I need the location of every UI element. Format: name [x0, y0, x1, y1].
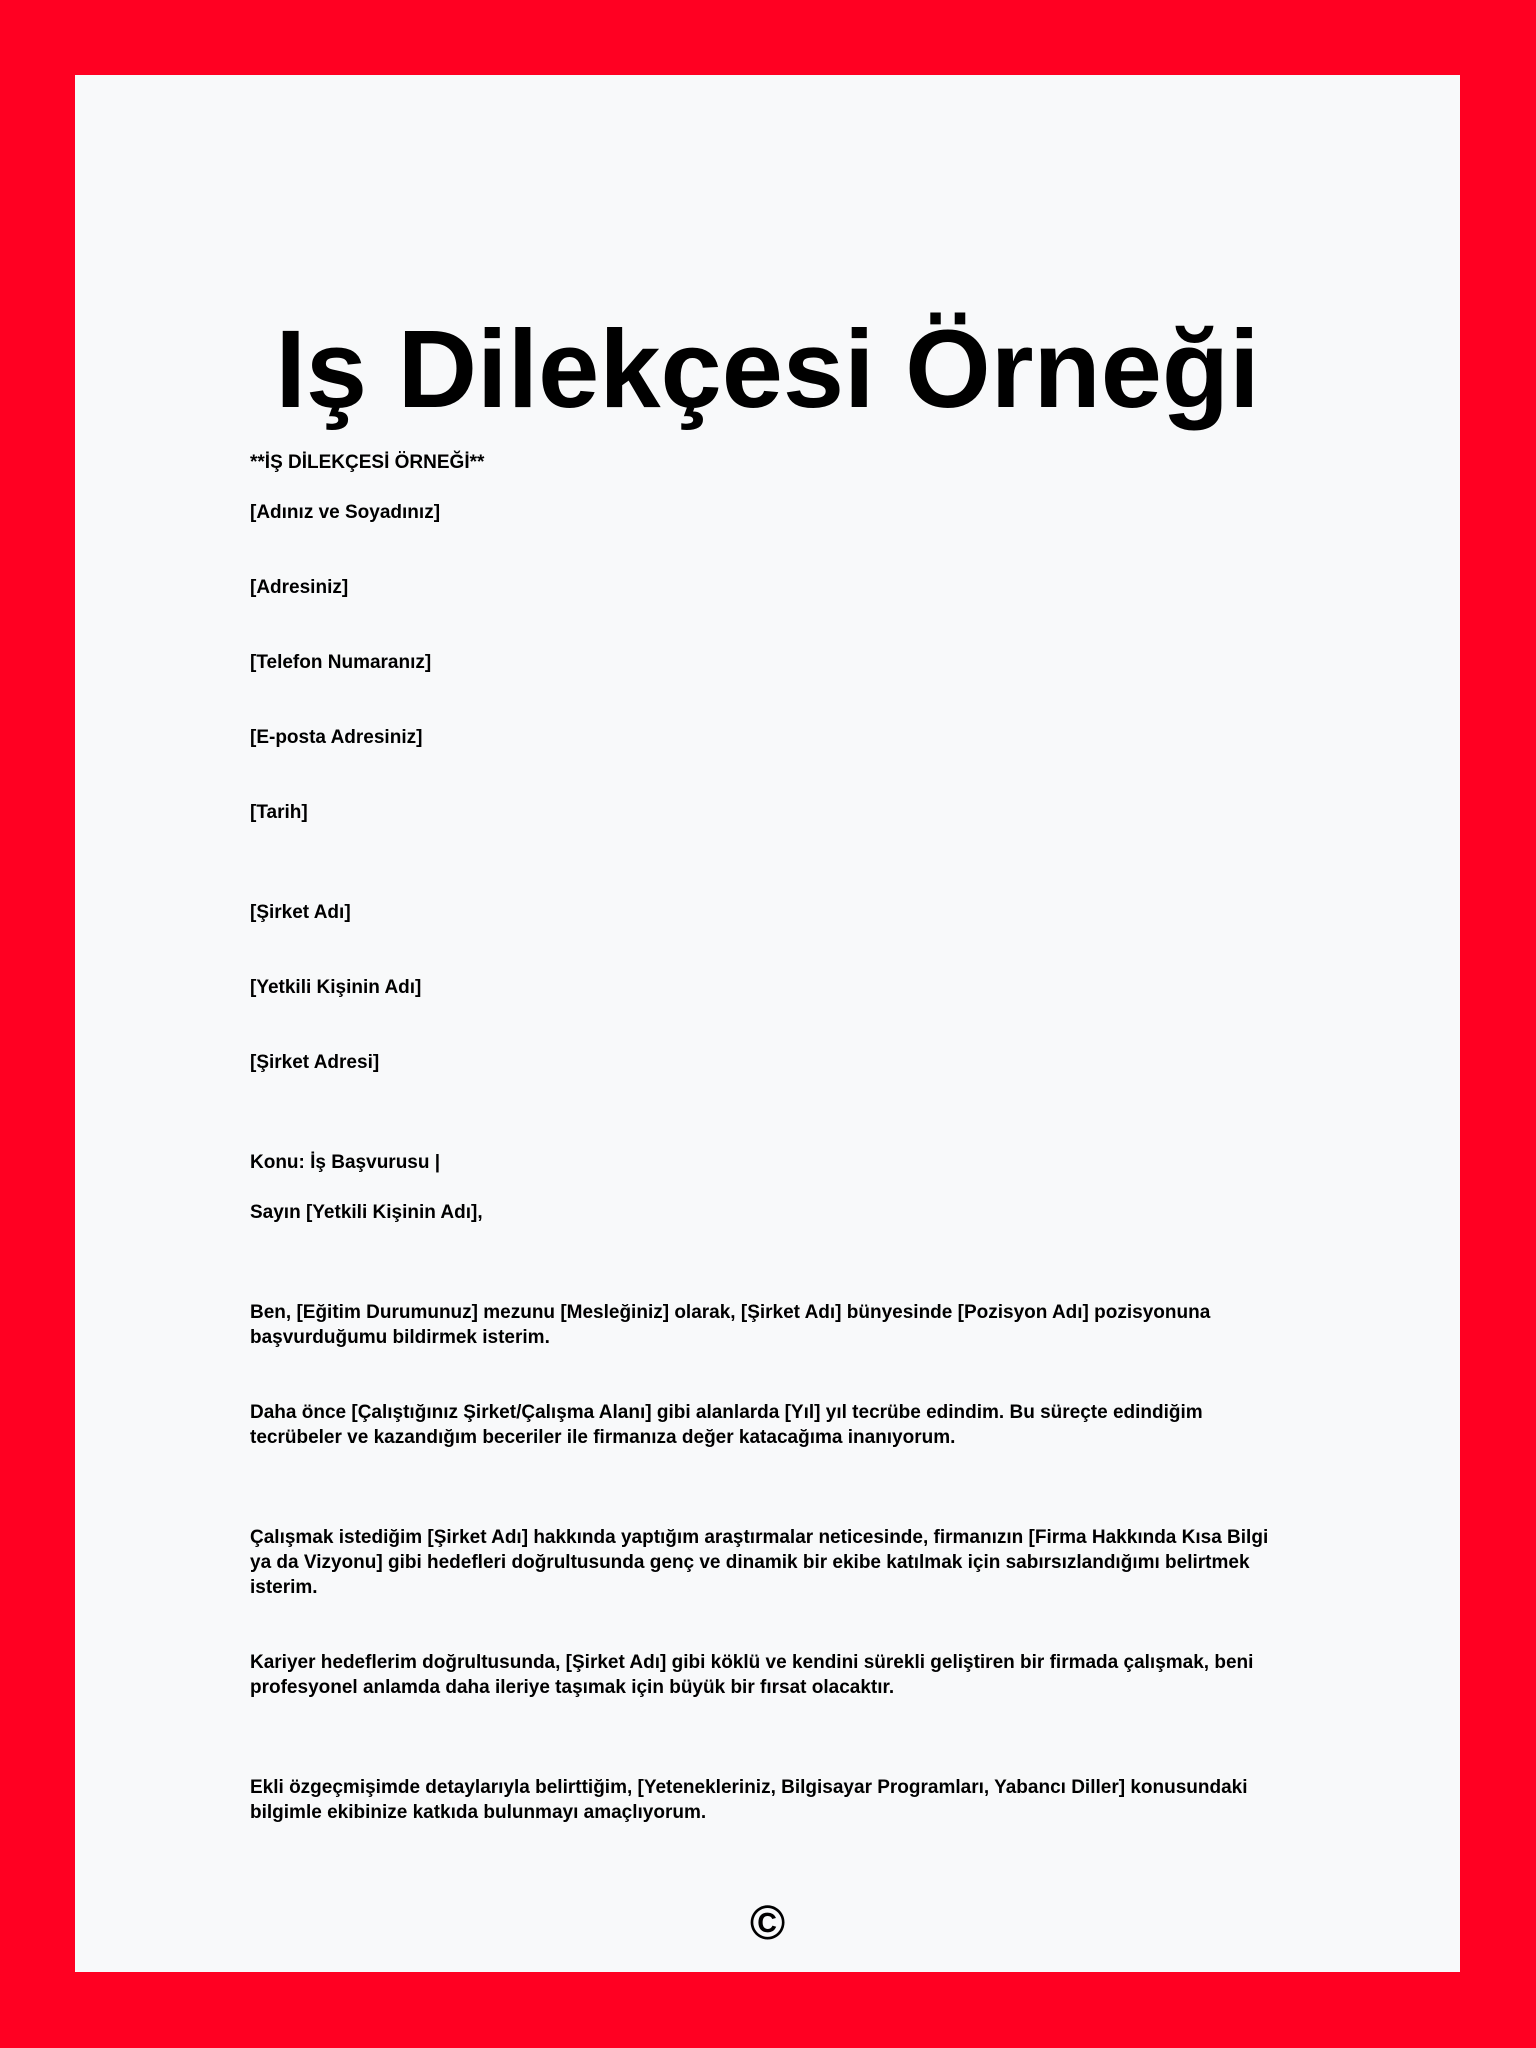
letter-salutation: Sayın [Yetkili Kişinin Adı],	[250, 1202, 483, 1223]
sender-address: [Adresiniz]	[250, 577, 349, 598]
letter-subject: Konu: İş Başvurusu |	[250, 1152, 441, 1173]
document-page	[75, 75, 1460, 1972]
body-paragraph: Çalışmak istediğim [Şirket Adı] hakkında yaptığım araştırmalar neticesinde, firmanızın [Firma Hakkında Kısa Bilgi ya da Vizyonu] gibi hedefleri doğrultusunda genç ve dinamik bir ekibe katılmak için sabırsızlandığımı belirtmek isterim.	[250, 1527, 1269, 1598]
recipient-contact: [Yetkili Kişinin Adı]	[250, 977, 422, 998]
body-paragraph: Ekli özgeçmişimde detaylarıyla belirttiğim, [Yetenekleriniz, Bilgisayar Programları, Yabancı Diller] konusundaki bilgimle ekibinize katkıda bulunmayı amaçlıyorum.	[250, 1777, 1248, 1823]
body-paragraph: Ben, [Eğitim Durumunuz] mezunu [Mesleğiniz] olarak, [Şirket Adı] bünyesinde [Pozisyon Adı] pozisyonuna başvurduğumu bildirmek isterim.	[250, 1302, 1211, 1348]
sender-phone: [Telefon Numaranız]	[250, 652, 432, 673]
copyright-icon: ©	[749, 1897, 786, 1950]
body-paragraph: Daha önce [Çalıştığınız Şirket/Çalışma Alanı] gibi alanlarda [Yıl] yıl tecrübe edindim. Bu süreçte edindiğim tecrübeler ve kazandığım beceriler ile firmanıza değer katacağıma inanıyorum.	[250, 1402, 1203, 1448]
page-title: Iş Dilekçesi Örneği	[275, 308, 1260, 431]
recipient-address: [Şirket Adresi]	[250, 1052, 380, 1073]
recipient-company: [Şirket Adı]	[250, 902, 351, 923]
sender-name: [Adınız ve Soyadınız]	[250, 502, 441, 523]
sender-email: [E-posta Adresiniz]	[250, 727, 423, 748]
document-heading: **İŞ DİLEKÇESİ ÖRNEĞİ**	[250, 452, 485, 473]
body-paragraph: Kariyer hedeflerim doğrultusunda, [Şirket Adı] gibi köklü ve kendini sürekli geliştiren bir firmada çalışmak, beni profesyonel anlamda daha ileriye taşımak için büyük bir fırsat olacaktır.	[250, 1652, 1254, 1698]
letter-date: [Tarih]	[250, 802, 308, 823]
